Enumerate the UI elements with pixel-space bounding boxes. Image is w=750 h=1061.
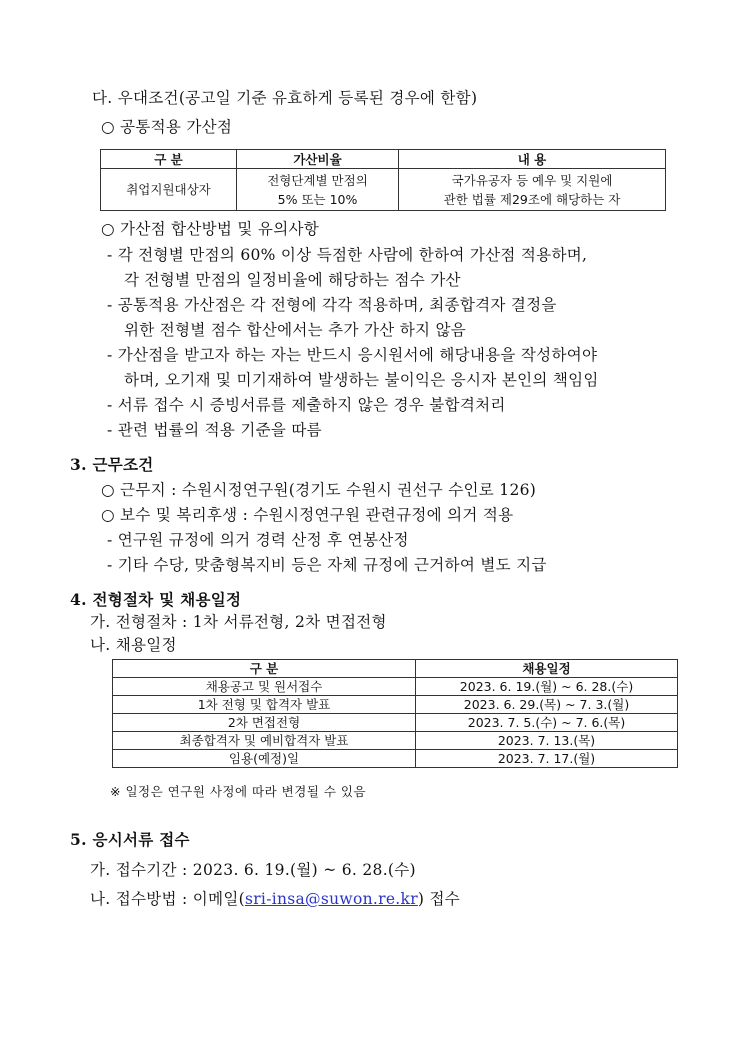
table-header-row — [101, 150, 666, 169]
cell-date: 2023. 7. 5.(수) ~ 7. 6.(목) — [416, 714, 678, 732]
content-line: 국가유공자 등 예우 및 지원에 — [451, 172, 613, 188]
cell-content — [399, 169, 666, 211]
cell-stage: 임용(예정)일 — [113, 750, 416, 768]
table-row — [101, 169, 666, 211]
cell-category: 취업지원대상자 — [101, 169, 237, 211]
application-heading: 5. 응시서류 접수 — [70, 830, 190, 849]
cell-date: 2023. 6. 29.(목) ~ 7. 3.(월) — [416, 696, 678, 714]
cell-date: 2023. 7. 17.(월) — [416, 750, 678, 768]
work-item: - 기타 수당, 맞춤형복지비 등은 자체 규정에 근거하여 별도 지급 — [107, 556, 547, 574]
cell-stage: 1차 전형 및 합격자 발표 — [113, 696, 416, 714]
note-line: 각 전형별 만점의 일정비율에 해당하는 점수 가산 — [124, 271, 461, 289]
note-line: - 관련 법률의 적용 기준을 따름 — [107, 421, 322, 439]
table-row — [113, 750, 678, 768]
table-row — [113, 732, 678, 750]
email-link[interactable]: sri-insa@suwon.re.kr — [244, 890, 418, 908]
work-item: - 연구원 규정에 의거 경력 산정 후 연봉산정 — [107, 531, 409, 549]
table-row — [113, 696, 678, 714]
note-line: 하며, 오기재 및 미기재하여 발생하는 불이익은 응시자 본인의 책임임 — [124, 371, 599, 389]
header-ratio: 가산비율 — [237, 150, 399, 169]
work-item: ○ 보수 및 복리후생 : 수원시정연구원 관련규정에 의거 적용 — [101, 506, 514, 524]
application-method — [90, 889, 460, 909]
work-item: ○ 근무지 : 수원시정연구원(경기도 수원시 권선구 수인로 126) — [101, 481, 537, 499]
procedure-heading: 4. 전형절차 및 채용일정 — [70, 590, 242, 609]
process-line: 가. 전형절차 : 1차 서류전형, 2차 면접전형 — [90, 613, 387, 631]
note-line: 위한 전형별 점수 합산에서는 추가 가산 하지 않음 — [124, 321, 467, 339]
header-stage: 구 분 — [113, 660, 416, 678]
content-line: 관한 법률 제29조에 해당하는 자 — [443, 191, 621, 207]
table-row — [113, 678, 678, 696]
table-row — [113, 714, 678, 732]
ratio-line: 5% 또는 10% — [277, 191, 358, 207]
ratio-line: 전형단계별 만점의 — [267, 172, 368, 188]
note-line: - 공통적용 가산점은 각 전형에 각각 적용하며, 최종합격자 결정을 — [107, 296, 557, 314]
cell-stage: 최종합격자 및 예비합격자 발표 — [113, 732, 416, 750]
method-heading: ○ 가산점 합산방법 및 유의사항 — [101, 220, 320, 238]
schedule-note: ※ 일정은 연구원 사정에 따라 변경될 수 있음 — [110, 784, 367, 799]
header-date: 채용일정 — [416, 660, 678, 678]
cell-stage: 채용공고 및 원서접수 — [113, 678, 416, 696]
application-period: 가. 접수기간 : 2023. 6. 19.(월) ~ 6. 28.(수) — [90, 861, 416, 879]
cell-ratio — [237, 169, 399, 211]
note-line: - 각 전형별 만점의 60% 이상 득점한 사람에 한하여 가산점 적용하며, — [107, 246, 588, 264]
cell-date: 2023. 6. 19.(월) ~ 6. 28.(수) — [416, 678, 678, 696]
header-category: 구 분 — [101, 150, 237, 169]
note-line: - 서류 접수 시 증빙서류를 제출하지 않은 경우 불합격처리 — [107, 396, 506, 414]
common-bonus-label: ○ 공통적용 가산점 — [101, 118, 233, 136]
cell-date: 2023. 7. 13.(목) — [416, 732, 678, 750]
header-content: 내 용 — [399, 150, 666, 169]
method-prefix: 나. 접수방법 : 이메일( — [90, 890, 245, 908]
preferential-heading: 다. 우대조건(공고일 기준 유효하게 등록된 경우에 한함) — [92, 89, 478, 107]
method-suffix: ) 접수 — [417, 890, 461, 908]
work-conditions-heading: 3. 근무조건 — [70, 455, 154, 474]
schedule-table — [112, 659, 678, 768]
schedule-label: 나. 채용일정 — [90, 636, 177, 654]
cell-stage: 2차 면접전형 — [113, 714, 416, 732]
bonus-table — [100, 149, 666, 211]
table-header-row — [113, 660, 678, 678]
note-line: - 가산점을 받고자 하는 자는 반드시 응시원서에 해당내용을 작성하여야 — [107, 346, 598, 364]
